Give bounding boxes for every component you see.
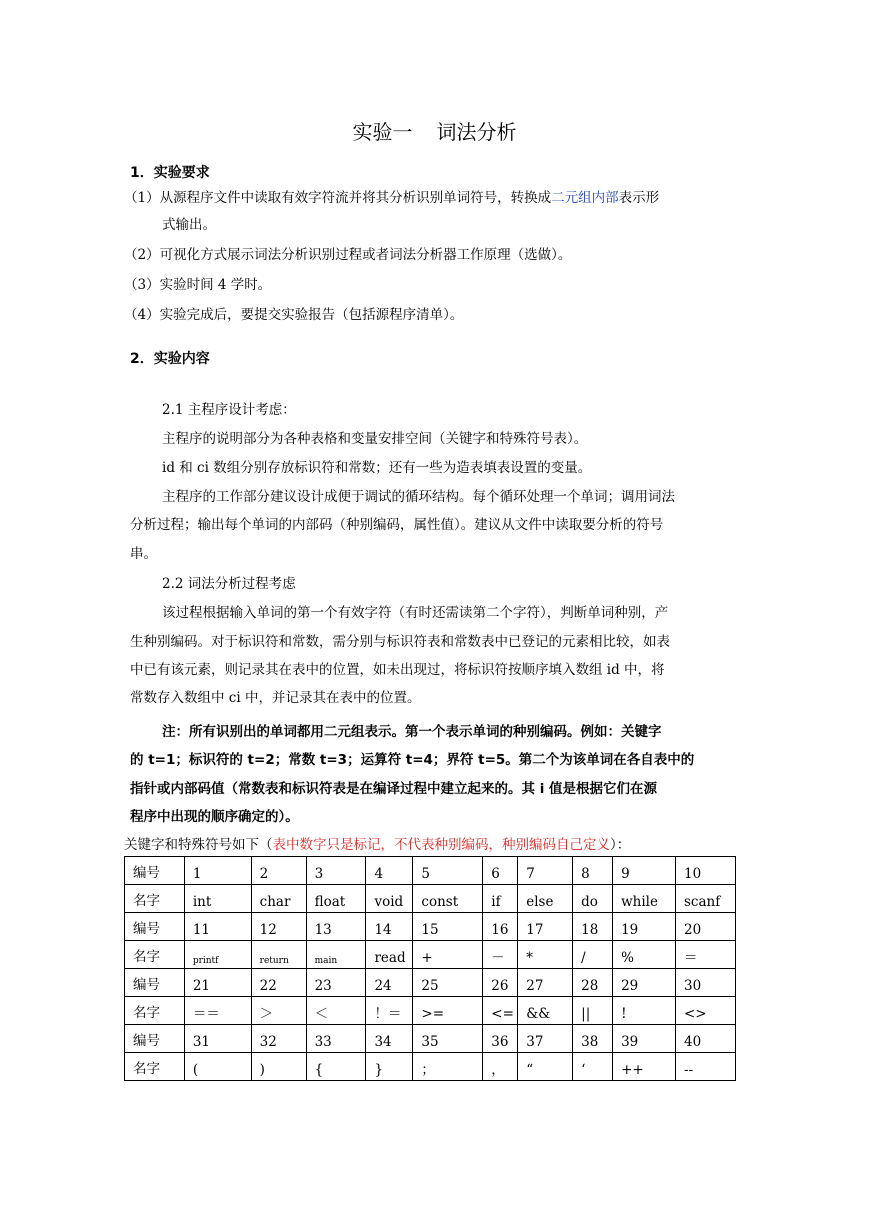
table-cell: 27 [518, 969, 573, 997]
req-item-2: （2）可视化方式展示词法分析识别过程或者词法分析器工作原理（选做）。 [124, 247, 572, 263]
table-cell: char [251, 885, 306, 913]
table-cell: 20 [675, 913, 735, 941]
table-cell: % [613, 941, 676, 969]
row-header: 编号 [125, 913, 185, 941]
title-part2: 词法分析 [436, 120, 517, 144]
p1-line-1: 主程序的说明部分为各种表格和变量安排空间（关键字和特殊符号表）。 [162, 431, 588, 447]
table-cell: / [573, 941, 613, 969]
table-cell: 29 [613, 969, 676, 997]
table-cell: 39 [613, 1025, 676, 1053]
table-row [125, 885, 736, 913]
p2-line-2: 生种别编码。对于标识符和常数，需分别与标识符表和常数表中已登记的元素相比较，如表 [130, 634, 670, 650]
table-cell: while [613, 885, 676, 913]
table-row [125, 913, 736, 941]
table-cell: int [184, 885, 251, 913]
table-cell: 17 [518, 913, 573, 941]
req-item-1-cont: 式输出。 [162, 217, 216, 233]
table-cell: 26 [483, 969, 518, 997]
page-title [0, 116, 869, 145]
req-item-1-text-b: 表示形 [618, 190, 660, 206]
keyword-table [124, 856, 736, 1081]
table-cell: 33 [306, 1025, 366, 1053]
table-cell: 36 [483, 1025, 518, 1053]
table-cell: do [573, 885, 613, 913]
table-cell: 38 [573, 1025, 613, 1053]
table-cell: “ [518, 1053, 573, 1081]
table-row [125, 997, 736, 1025]
table-cell: -- [675, 1053, 735, 1081]
table-cell: 25 [413, 969, 483, 997]
table-cell: && [518, 997, 573, 1025]
table-cell: ， [483, 1053, 518, 1081]
table-cell: void [366, 885, 413, 913]
table-cell: ＞ [251, 997, 306, 1025]
sub-heading-2-2: 2.2 词法分析过程考虑 [162, 576, 296, 592]
table-cell: 10 [675, 857, 735, 885]
table-row [125, 941, 736, 969]
table-cell: const [413, 885, 483, 913]
table-caption-red: 表中数字只是标记，不代表种别编码，种别编码自己定义 [272, 837, 610, 853]
p1-line-3: 主程序的工作部分建议设计成便于调试的循环结构。每个循环处理一个单词；调用词法 [162, 489, 675, 505]
table-cell: if [483, 885, 518, 913]
table-row [125, 969, 736, 997]
table-cell: ++ [613, 1053, 676, 1081]
table-cell: 8 [573, 857, 613, 885]
row-header: 名字 [125, 941, 185, 969]
table-cell: 16 [483, 913, 518, 941]
table-caption [124, 836, 630, 854]
sub-heading-2-1: 2.1 主程序设计考虑： [162, 402, 296, 418]
table-cell: >= [413, 997, 483, 1025]
table-cell: ( [184, 1053, 251, 1081]
req-item-4: （4）实验完成后，要提交实验报告（包括源程序清单）。 [124, 307, 464, 323]
table-cell: － [483, 941, 518, 969]
table-cell: 5 [413, 857, 483, 885]
note-line-4: 程序中出现的顺序确定的）。 [130, 809, 299, 825]
table-cell: <= [483, 997, 518, 1025]
table-cell: ! [613, 997, 676, 1025]
row-header: 编号 [125, 969, 185, 997]
table-row [125, 1025, 736, 1053]
table-cell: 15 [413, 913, 483, 941]
p2-line-3: 中已有该元素，则记录其在表中的位置，如未出现过，将标识符按顺序填入数组 id 中，将 [130, 662, 665, 678]
table-row [125, 1053, 736, 1081]
table-cell: } [366, 1053, 413, 1081]
table-cell: ＝ [675, 941, 735, 969]
row-header: 名字 [125, 997, 185, 1025]
table-cell: ‘ [573, 1053, 613, 1081]
table-cell: read [366, 941, 413, 969]
table-cell: return [251, 941, 306, 969]
p1-line-4: 分析过程；输出每个单词的内部码（种别编码，属性值）。建议从文件中读取要分析的符号 [130, 517, 664, 533]
table-cell: + [413, 941, 483, 969]
p1-line-5: 串。 [130, 546, 157, 562]
table-cell: ＝＝ [184, 997, 251, 1025]
title-part1: 实验一 [352, 120, 413, 144]
table-cell: 13 [306, 913, 366, 941]
table-cell: 18 [573, 913, 613, 941]
p2-line-1: 该过程根据输入单词的第一个有效字符（有时还需读第二个字符），判断单词种别，产 [162, 605, 669, 621]
req-item-3: （3）实验时间 4 学时。 [124, 277, 272, 293]
p2-line-4: 常数存入数组中 ci 中，并记录其在表中的位置。 [130, 690, 421, 706]
table-cell: 12 [251, 913, 306, 941]
table-cell: main [306, 941, 366, 969]
table-cell: || [573, 997, 613, 1025]
row-header: 名字 [125, 885, 185, 913]
table-cell: ＜ [306, 997, 366, 1025]
table-caption-end: ）： [610, 837, 631, 853]
row-header: 编号 [125, 1025, 185, 1053]
table-cell: 37 [518, 1025, 573, 1053]
req-item-1-link[interactable]: 二元组内部 [551, 190, 619, 206]
req-item-1 [124, 189, 659, 207]
table-cell: * [518, 941, 573, 969]
table-cell: ； [413, 1053, 483, 1081]
table-cell: 31 [184, 1025, 251, 1053]
section1-heading: 1．实验要求 [130, 165, 210, 181]
row-header: 名字 [125, 1053, 185, 1081]
table-cell: 4 [366, 857, 413, 885]
table-cell: 32 [251, 1025, 306, 1053]
table-cell: 11 [184, 913, 251, 941]
table-cell: 3 [306, 857, 366, 885]
table-cell: 34 [366, 1025, 413, 1053]
table-cell: 1 [184, 857, 251, 885]
table-cell: printf [184, 941, 251, 969]
table-cell: 2 [251, 857, 306, 885]
table-cell: scanf [675, 885, 735, 913]
table-cell: 6 [483, 857, 518, 885]
table-row [125, 857, 736, 885]
table-cell: 14 [366, 913, 413, 941]
note-line-1: 注：所有识别出的单词都用二元组表示。第一个表示单词的种别编码。例如：关键字 [162, 724, 662, 740]
table-cell: 24 [366, 969, 413, 997]
table-cell: 30 [675, 969, 735, 997]
table-cell: 35 [413, 1025, 483, 1053]
note-line-2: 的 t=1；标识符的 t=2；常数 t=3；运算符 t=4；界符 t=5。第二个为该单词在各自表中的 [130, 752, 695, 768]
table-cell: 9 [613, 857, 676, 885]
table-cell: else [518, 885, 573, 913]
table-cell: ！＝ [366, 997, 413, 1025]
table-cell: { [306, 1053, 366, 1081]
table-cell: 23 [306, 969, 366, 997]
table-cell: 28 [573, 969, 613, 997]
table-cell: <> [675, 997, 735, 1025]
note-line-3: 指针或内部码值（常数表和标识符表是在编译过程中建立起来的。其 i 值是根据它们在源 [130, 781, 658, 797]
table-cell: 19 [613, 913, 676, 941]
section2-heading: 2．实验内容 [130, 351, 210, 367]
table-cell: 7 [518, 857, 573, 885]
table-cell: float [306, 885, 366, 913]
table-cell: 21 [184, 969, 251, 997]
table-cell: 40 [675, 1025, 735, 1053]
row-header: 编号 [125, 857, 185, 885]
req-item-1-text: （1）从源程序文件中读取有效字符流并将其分析识别单词符号，转换成 [124, 190, 552, 206]
table-cell: ) [251, 1053, 306, 1081]
table-caption-text: 关键字和特殊符号如下（ [124, 837, 273, 853]
table-cell: 22 [251, 969, 306, 997]
p1-line-2: id 和 ci 数组分别存放标识符和常数；还有一些为造表填表设置的变量。 [162, 460, 592, 476]
